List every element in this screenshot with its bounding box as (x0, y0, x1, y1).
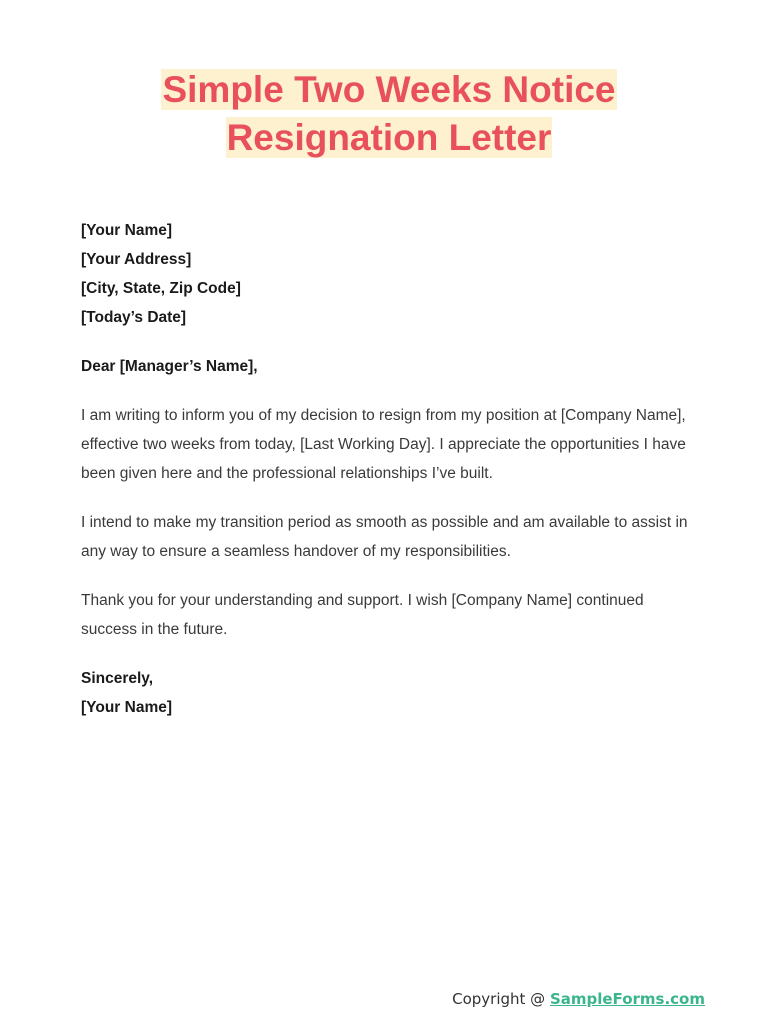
brand-link[interactable]: SampleForms.com (549, 990, 705, 1008)
title-line-2-wrapper (0, 114, 778, 162)
paragraph-1: I am writing to inform you of my decision to resign from my position at [Company Name], effective two weeks from today, [Last Working Day]. I appreciate the opportunities I have been given here and the professional relationships I’ve built. (81, 407, 686, 482)
signature-name: [Your Name] (81, 699, 173, 716)
letter-body (81, 216, 701, 722)
sender-address: [Your Address] (81, 251, 192, 268)
sender-name: [Your Name] (81, 222, 173, 239)
page-title-line-1: Simple Two Weeks Notice (162, 69, 616, 110)
closing-block (81, 664, 701, 722)
sender-block (81, 216, 701, 332)
title-block (0, 66, 778, 162)
title-line-1-wrapper (0, 66, 778, 114)
closing-phrase: Sincerely, (81, 670, 154, 687)
copyright-text: Copyright @ (452, 990, 550, 1008)
paragraph-3: Thank you for your understanding and support. I wish [Company Name] continued success in the future. (81, 592, 644, 638)
footer-copyright (452, 990, 705, 1008)
letter-date: [Today’s Date] (81, 309, 187, 326)
sender-city-state-zip: [City, State, Zip Code] (81, 280, 241, 297)
paragraph-2: I intend to make my transition period as smooth as possible and am available to assist in any way to ensure a seamless handover of my responsibilities. (81, 514, 688, 560)
salutation: Dear [Manager’s Name], (81, 358, 258, 375)
page-title-line-2: Resignation Letter (226, 117, 552, 158)
